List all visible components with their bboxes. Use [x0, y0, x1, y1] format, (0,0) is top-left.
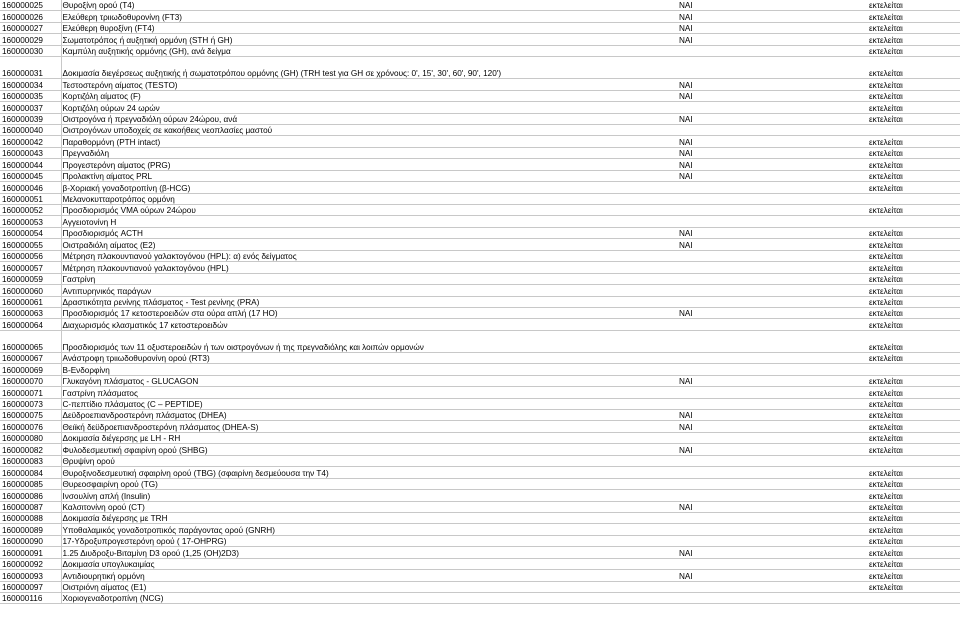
nai-cell: ΝΑΙ — [678, 136, 868, 147]
table-row — [0, 512, 960, 523]
nai-cell: ΝΑΙ — [678, 90, 868, 101]
exam-name-cell: Θυροξινοδεσμευτική σφαιρίνη ορού (TBG) (σφαιρίνη δεσμεύουσα την Τ4) — [61, 467, 678, 478]
exam-name-cell: 17-Υδροξυπρογεστερόνη ορού ( 17-OHPRG) — [61, 535, 678, 546]
status-cell: εκτελείται — [868, 444, 960, 455]
table-row — [0, 319, 960, 330]
exam-name-cell: Δραστικότητα ρενίνης πλάσματος - Test ρενίνης (PRA) — [61, 296, 678, 307]
status-cell: εκτελείται — [868, 182, 960, 193]
status-cell: εκτελείται — [868, 501, 960, 512]
nai-cell — [678, 273, 868, 284]
nai-cell — [678, 102, 868, 113]
exam-name-cell: Οιστριόνη αίματος (Ε1) — [61, 581, 678, 592]
table-row — [0, 490, 960, 501]
table-row — [0, 410, 960, 421]
nai-cell: ΝΑΙ — [678, 444, 868, 455]
status-cell: εκτελείται — [868, 398, 960, 409]
nai-cell: ΝΑΙ — [678, 421, 868, 432]
exam-code-cell: 160000059 — [0, 273, 61, 284]
exam-name-cell: Αντιδιουρητική ορμόνη — [61, 570, 678, 581]
exam-name-cell: Υποθαλαμικός γοναδοτροπικός παράγοντας ορού (GNRH) — [61, 524, 678, 535]
exam-code-cell: 160000029 — [0, 34, 61, 45]
status-cell — [868, 593, 960, 604]
table-row — [0, 307, 960, 318]
nai-cell: ΝΑΙ — [678, 113, 868, 124]
exam-name-cell: Β-Ενδορφίνη — [61, 364, 678, 375]
exam-code-cell: 160000069 — [0, 364, 61, 375]
table-row — [0, 159, 960, 170]
status-cell — [868, 124, 960, 135]
table-row — [0, 227, 960, 238]
exam-code-cell: 160000060 — [0, 285, 61, 296]
table-row — [0, 273, 960, 284]
status-cell: εκτελείται — [868, 558, 960, 569]
exam-code-cell: 160000054 — [0, 227, 61, 238]
nai-cell — [678, 216, 868, 227]
status-cell: εκτελείται — [868, 285, 960, 296]
exam-code-cell: 160000051 — [0, 193, 61, 204]
exam-code-cell: 160000043 — [0, 147, 61, 158]
exam-name-cell: Φυλοδεσμευτική σφαιρίνη ορού (SHBG) — [61, 444, 678, 455]
status-cell: εκτελείται — [868, 45, 960, 56]
status-cell: εκτελείται — [868, 273, 960, 284]
status-cell: εκτελείται — [868, 307, 960, 318]
nai-cell: ΝΑΙ — [678, 375, 868, 386]
table-row — [0, 262, 960, 273]
status-cell: εκτελείται — [868, 147, 960, 158]
exam-code-cell: 160000052 — [0, 205, 61, 216]
exam-code-cell: 160000089 — [0, 524, 61, 535]
exam-name-cell: Τεστοστερόνη αίματος (TESTO) — [61, 79, 678, 90]
status-cell — [868, 193, 960, 204]
status-cell: εκτελείται — [868, 11, 960, 22]
status-cell: εκτελείται — [868, 296, 960, 307]
status-cell: εκτελείται — [868, 22, 960, 33]
exam-code-cell: 160000025 — [0, 0, 61, 11]
exam-name-cell: Θρυψίνη ορού — [61, 455, 678, 466]
exam-name-cell: Γαστρίνη — [61, 273, 678, 284]
exam-name-cell: Κορτιζόλη αίματος (F) — [61, 90, 678, 101]
exam-name-cell: Δεϋδροεπιανδροστερόνη πλάσματος (DHEA) — [61, 410, 678, 421]
nai-cell — [678, 581, 868, 592]
status-cell — [868, 364, 960, 375]
nai-cell: ΝΑΙ — [678, 307, 868, 318]
status-cell: εκτελείται — [868, 432, 960, 443]
nai-cell — [678, 250, 868, 261]
nai-cell: ΝΑΙ — [678, 501, 868, 512]
exam-code-cell: 160000070 — [0, 375, 61, 386]
nai-cell — [678, 193, 868, 204]
status-cell: εκτελείται — [868, 512, 960, 523]
nai-cell: ΝΑΙ — [678, 227, 868, 238]
status-cell: εκτελείται — [868, 319, 960, 330]
status-cell — [868, 455, 960, 466]
nai-cell: ΝΑΙ — [678, 547, 868, 558]
table-row — [0, 285, 960, 296]
table-row — [0, 444, 960, 455]
exam-code-cell: 160000083 — [0, 455, 61, 466]
table-row — [0, 34, 960, 45]
table-row — [0, 296, 960, 307]
table-row — [0, 170, 960, 181]
exam-code-cell: 160000056 — [0, 250, 61, 261]
status-cell: εκτελείται — [868, 421, 960, 432]
nai-cell — [678, 262, 868, 273]
table-row — [0, 547, 960, 558]
status-cell: εκτελείται — [868, 205, 960, 216]
exam-code-cell: 160000075 — [0, 410, 61, 421]
table-row — [0, 501, 960, 512]
exam-code-cell: 160000037 — [0, 102, 61, 113]
exam-name-cell: C-πεπτίδιο πλάσματος (C – PEPTIDE) — [61, 398, 678, 409]
exam-code-cell: 160000086 — [0, 490, 61, 501]
exam-name-cell: Δοκιμασία διέγερσης με LH - RH — [61, 432, 678, 443]
nai-cell: ΝΑΙ — [678, 11, 868, 22]
exam-code-cell: 160000040 — [0, 124, 61, 135]
exam-code-cell: 160000116 — [0, 593, 61, 604]
exam-name-cell: Θυροξίνη ορού (Τ4) — [61, 0, 678, 11]
exam-code-cell: 160000076 — [0, 421, 61, 432]
nai-cell: ΝΑΙ — [678, 79, 868, 90]
table-row — [0, 216, 960, 227]
table-row — [0, 558, 960, 569]
status-cell: εκτελείται — [868, 34, 960, 45]
exam-name-cell: Καλσιτονίνη ορού (CT) — [61, 501, 678, 512]
table-row — [0, 432, 960, 443]
nai-cell: ΝΑΙ — [678, 22, 868, 33]
status-cell: εκτελείται — [868, 102, 960, 113]
exam-name-cell: Γλυκαγόνη πλάσματος - GLUCAGON — [61, 375, 678, 386]
nai-cell — [678, 524, 868, 535]
exam-name-cell: Οιστρογόνα ή πρεγναδιόλη ούρων 24ώρου, ανά — [61, 113, 678, 124]
table-row — [0, 136, 960, 147]
table-row — [0, 535, 960, 546]
table-row — [0, 398, 960, 409]
exam-code-cell: 160000093 — [0, 570, 61, 581]
table-row — [0, 57, 960, 79]
exam-code-cell: 160000046 — [0, 182, 61, 193]
exam-name-cell: Παραθορμόνη (PTH intact) — [61, 136, 678, 147]
table-row — [0, 250, 960, 261]
table-row — [0, 330, 960, 352]
exam-code-cell: 160000084 — [0, 467, 61, 478]
nai-cell — [678, 387, 868, 398]
exam-name-cell: Ελεύθερη τριιωδοθυρονίνη (FT3) — [61, 11, 678, 22]
table-row — [0, 147, 960, 158]
status-cell: εκτελείται — [868, 387, 960, 398]
exam-code-cell: 160000085 — [0, 478, 61, 489]
nai-cell — [678, 124, 868, 135]
exam-name-cell: Αντιπυρηνικός παράγων — [61, 285, 678, 296]
nai-cell: ΝΑΙ — [678, 410, 868, 421]
exam-code-cell: 160000044 — [0, 159, 61, 170]
exam-name-cell: Προλακτίνη αίματος PRL — [61, 170, 678, 181]
nai-cell: ΝΑΙ — [678, 570, 868, 581]
status-cell: εκτελείται — [868, 581, 960, 592]
nai-cell — [678, 478, 868, 489]
nai-cell: ΝΑΙ — [678, 159, 868, 170]
exam-code-cell: 160000039 — [0, 113, 61, 124]
table-row — [0, 570, 960, 581]
exam-name-cell: Προσδιορισμός των 11 οξυστεροειδών ή των οιστρογόνων ή της πρεγναδιόλης και λοιπών ορμονών — [61, 330, 678, 352]
table-row — [0, 22, 960, 33]
exam-name-cell: Θειϊκή δεϋδροεπιανδροστερόνη πλάσματος (DHEA-S) — [61, 421, 678, 432]
status-cell: εκτελείται — [868, 490, 960, 501]
table-row — [0, 90, 960, 101]
exam-name-cell: Διαχωρισμός κλασματικός 17 κετοστεροειδών — [61, 319, 678, 330]
status-cell: εκτελείται — [868, 262, 960, 273]
status-cell: εκτελείται — [868, 352, 960, 363]
exam-code-cell: 160000082 — [0, 444, 61, 455]
nai-cell — [678, 455, 868, 466]
exam-name-cell: Προσδιορισμός VMA ούρων 24ώρου — [61, 205, 678, 216]
exam-name-cell: Ινσουλίνη απλή (Insulin) — [61, 490, 678, 501]
table-row — [0, 421, 960, 432]
table-row — [0, 364, 960, 375]
exam-code-cell: 160000034 — [0, 79, 61, 90]
table-row — [0, 593, 960, 604]
exam-code-cell: 160000035 — [0, 90, 61, 101]
table-row — [0, 478, 960, 489]
nai-cell: ΝΑΙ — [678, 0, 868, 11]
exam-name-cell: Δοκιμασία υπογλυκαιμίας — [61, 558, 678, 569]
exam-name-cell: Αγγειοτονίνη Η — [61, 216, 678, 227]
exam-code-cell: 160000057 — [0, 262, 61, 273]
nai-cell — [678, 593, 868, 604]
exam-name-cell: Χοριογεναδοτροπίνη (NCG) — [61, 593, 678, 604]
nai-cell — [678, 490, 868, 501]
status-cell: εκτελείται — [868, 239, 960, 250]
exam-code-cell: 160000063 — [0, 307, 61, 318]
exam-code-cell: 160000071 — [0, 387, 61, 398]
table-row — [0, 205, 960, 216]
exam-code-cell: 160000045 — [0, 170, 61, 181]
nai-cell — [678, 45, 868, 56]
exam-name-cell: β-Χοριακή γοναδοτροπίνη (β-HCG) — [61, 182, 678, 193]
nai-cell — [678, 558, 868, 569]
exam-name-cell: Μέτρηση πλακουντιανού γαλακτογόνου (HPL) — [61, 262, 678, 273]
table-row — [0, 0, 960, 11]
table-row — [0, 524, 960, 535]
exam-name-cell: Σωματοτρόπος ή αυξητική ορμόνη (STH ή GH) — [61, 34, 678, 45]
exam-name-cell: Προσδιορισμός ACTH — [61, 227, 678, 238]
status-cell: εκτελείται — [868, 0, 960, 11]
table-row — [0, 352, 960, 363]
exam-code-cell: 160000080 — [0, 432, 61, 443]
table-row — [0, 124, 960, 135]
exam-name-cell: Γαστρίνη πλάσματος — [61, 387, 678, 398]
exam-code-cell: 160000073 — [0, 398, 61, 409]
exam-code-cell: 160000064 — [0, 319, 61, 330]
nai-cell — [678, 398, 868, 409]
nai-cell — [678, 285, 868, 296]
nai-cell — [678, 205, 868, 216]
exam-code-cell: 160000055 — [0, 239, 61, 250]
nai-cell — [678, 467, 868, 478]
exam-name-cell: Ανάστροφη τριιωδοθυρονίνη ορού (RT3) — [61, 352, 678, 363]
exam-name-cell: Μελανοκυτταροτρόπος ορμόνη — [61, 193, 678, 204]
table-row — [0, 387, 960, 398]
status-cell: εκτελείται — [868, 90, 960, 101]
table-row — [0, 467, 960, 478]
exam-name-cell: Προσδιορισμός 17 κετοστεροειδών στα ούρα απλή (17 ΗΟ) — [61, 307, 678, 318]
status-cell — [868, 216, 960, 227]
status-cell: εκτελείται — [868, 410, 960, 421]
exam-code-cell: 160000053 — [0, 216, 61, 227]
exam-code-cell: 160000090 — [0, 535, 61, 546]
status-cell: εκτελείται — [868, 79, 960, 90]
exam-name-cell: Οιστραδιόλη αίματος (Ε2) — [61, 239, 678, 250]
status-cell: εκτελείται — [868, 57, 960, 79]
nai-cell — [678, 319, 868, 330]
exam-code-cell: 160000031 — [0, 57, 61, 79]
status-cell: εκτελείται — [868, 478, 960, 489]
exam-code-cell: 160000030 — [0, 45, 61, 56]
nai-cell: ΝΑΙ — [678, 147, 868, 158]
table-row — [0, 45, 960, 56]
nai-cell — [678, 512, 868, 523]
nai-cell: ΝΑΙ — [678, 170, 868, 181]
exam-name-cell: Δοκιμασία διεγέρσεως αυξητικής ή σωματοτρόπου ορμόνης (GH) (TRH test για GH σε χρόνους: 0', 15', 30', 60', 90', 120') — [61, 57, 678, 79]
table-row — [0, 182, 960, 193]
status-cell: εκτελείται — [868, 535, 960, 546]
exam-name-cell: 1.25 Διυδροξυ-Βιταμίνη D3 ορού (1,25 (ΟΗ)2D3) — [61, 547, 678, 558]
table-row — [0, 455, 960, 466]
table-row — [0, 239, 960, 250]
exam-code-cell: 160000067 — [0, 352, 61, 363]
table-row — [0, 79, 960, 90]
exam-name-cell: Πρεγναδιόλη — [61, 147, 678, 158]
nai-cell — [678, 182, 868, 193]
nai-cell — [678, 364, 868, 375]
exam-code-cell: 160000097 — [0, 581, 61, 592]
nai-cell — [678, 296, 868, 307]
exam-name-cell: Προγεστερόνη αίματος (PRG) — [61, 159, 678, 170]
nai-cell — [678, 432, 868, 443]
nai-cell — [678, 352, 868, 363]
exam-code-cell: 160000065 — [0, 330, 61, 352]
exam-name-cell: Θυρεοσφαιρίνη ορού (TG) — [61, 478, 678, 489]
status-cell: εκτελείται — [868, 570, 960, 581]
table-row — [0, 11, 960, 22]
status-cell: εκτελείται — [868, 375, 960, 386]
exam-code-cell: 160000026 — [0, 11, 61, 22]
table-row — [0, 193, 960, 204]
table-row — [0, 581, 960, 592]
exam-name-cell: Ελεύθερη θυροξίνη (FT4) — [61, 22, 678, 33]
status-cell: εκτελείται — [868, 227, 960, 238]
status-cell: εκτελείται — [868, 113, 960, 124]
exam-name-cell: Καμπύλη αυξητικής ορμόνης (GH), ανά δείγμα — [61, 45, 678, 56]
exam-code-cell: 160000087 — [0, 501, 61, 512]
status-cell: εκτελείται — [868, 467, 960, 478]
exam-name-cell: Δοκιμασία διέγερσης με TRH — [61, 512, 678, 523]
status-cell: εκτελείται — [868, 170, 960, 181]
exam-code-cell: 160000092 — [0, 558, 61, 569]
nai-cell: ΝΑΙ — [678, 34, 868, 45]
table-row — [0, 102, 960, 113]
exam-code-cell: 160000042 — [0, 136, 61, 147]
exam-code-cell: 160000027 — [0, 22, 61, 33]
nai-cell: ΝΑΙ — [678, 239, 868, 250]
status-cell: εκτελείται — [868, 330, 960, 352]
status-cell: εκτελείται — [868, 136, 960, 147]
exam-code-cell: 160000088 — [0, 512, 61, 523]
exam-code-cell: 160000061 — [0, 296, 61, 307]
status-cell: εκτελείται — [868, 524, 960, 535]
status-cell: εκτελείται — [868, 159, 960, 170]
exam-name-cell: Μέτρηση πλακουντιανού γαλακτογόνου (HPL): α) ενός δείγματος — [61, 250, 678, 261]
status-cell: εκτελείται — [868, 547, 960, 558]
exam-name-cell: Οιστρογόνων υποδοχείς σε κακοήθεις νεοπλασίες μαστού — [61, 124, 678, 135]
status-cell: εκτελείται — [868, 250, 960, 261]
table-row — [0, 375, 960, 386]
nai-cell — [678, 535, 868, 546]
exam-code-cell: 160000091 — [0, 547, 61, 558]
nai-cell — [678, 57, 868, 79]
nai-cell — [678, 330, 868, 352]
exam-name-cell: Κορτιζόλη ούρων 24 ωρών — [61, 102, 678, 113]
table-row — [0, 113, 960, 124]
